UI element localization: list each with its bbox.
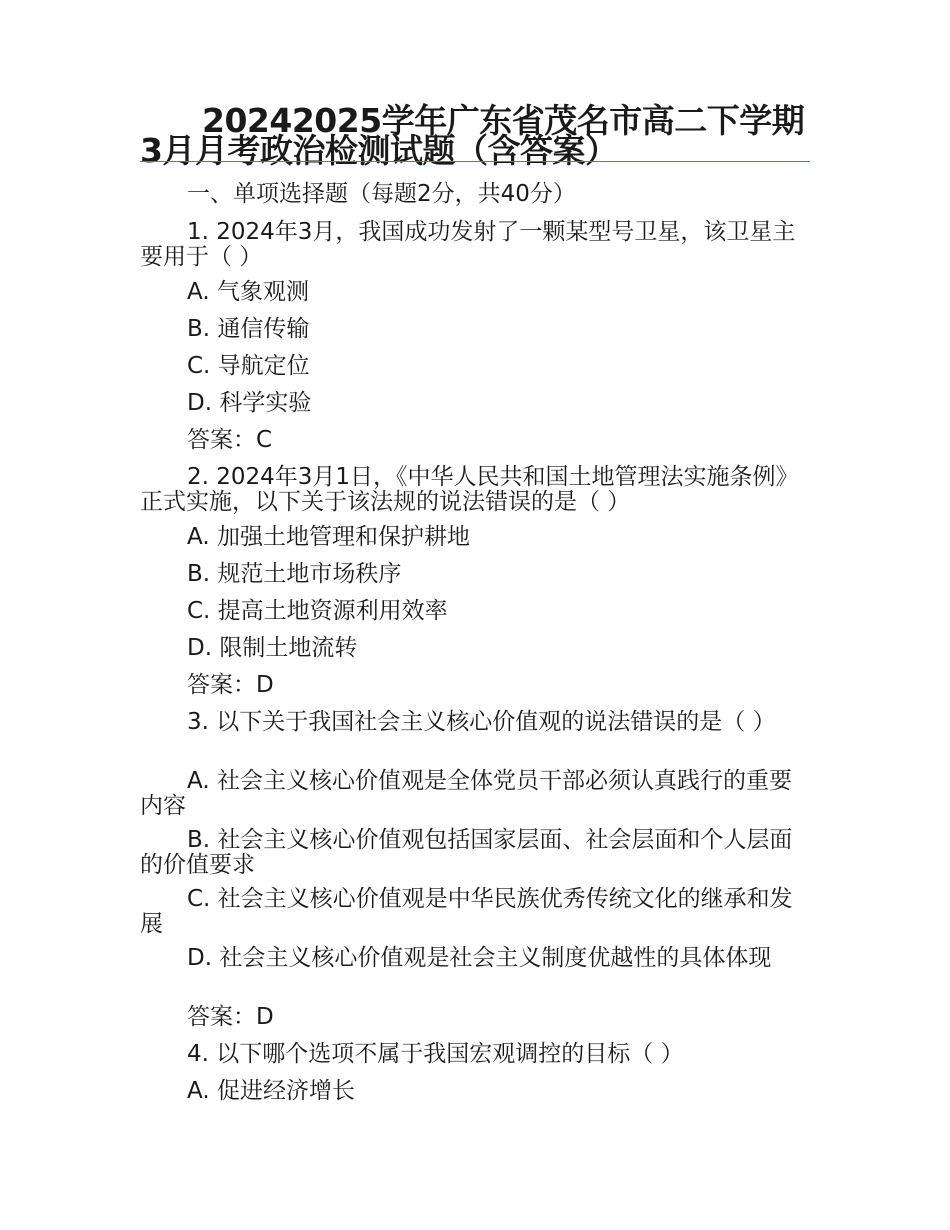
question-2-answer: 答案：D xyxy=(187,672,274,698)
question-2-option-b: B. 规范土地市场秩序 xyxy=(187,561,402,587)
question-2-option-c: C. 提高土地资源利用效率 xyxy=(187,598,448,624)
document-title: 20242025学年广东省茂名市高二下学期3月月考政治检测试题（含答案） xyxy=(140,101,805,170)
question-3-stem: 3. 以下关于我国社会主义核心价值观的说法错误的是（ ） xyxy=(187,709,776,735)
question-3-answer: 答案：D xyxy=(187,1004,274,1030)
question-4-stem: 4. 以下哪个选项不属于我国宏观调控的目标（ ） xyxy=(187,1041,684,1067)
section-heading: 一、单项选择题（每题2分，共40分） xyxy=(187,181,576,207)
question-1-option-d: D. 科学实验 xyxy=(187,390,312,416)
question-1-option-c: C. 导航定位 xyxy=(187,353,310,379)
question-1-option-b: B. 通信传输 xyxy=(187,316,310,342)
question-1-answer: 答案：C xyxy=(187,427,273,453)
title-divider xyxy=(140,161,810,162)
question-3-option-a: A. 社会主义核心价值观是全体党员干部必须认真践行的重要内容 xyxy=(140,768,792,819)
question-1-stem: 1. 2024年3月，我国成功发射了一颗某型号卫星，该卫星主要用于（ ） xyxy=(140,219,796,270)
question-2-option-d: D. 限制土地流转 xyxy=(187,635,358,661)
question-1-option-a: A. 气象观测 xyxy=(187,279,309,305)
question-3-option-c: C. 社会主义核心价值观是中华民族优秀传统文化的继承和发展 xyxy=(140,886,793,937)
question-2-stem: 2. 2024年3月1日，《中华人民共和国土地管理法实施条例》正式实施，以下关于该法规的说法错误的是（ ） xyxy=(140,464,799,515)
question-3-option-d: D. 社会主义核心价值观是社会主义制度优越性的具体体现 xyxy=(187,945,772,971)
question-3-option-b: B. 社会主义核心价值观包括国家层面、社会层面和个人层面的价值要求 xyxy=(140,827,793,878)
question-4-option-a: A. 促进经济增长 xyxy=(187,1078,355,1104)
question-2-option-a: A. 加强土地管理和保护耕地 xyxy=(187,524,470,550)
